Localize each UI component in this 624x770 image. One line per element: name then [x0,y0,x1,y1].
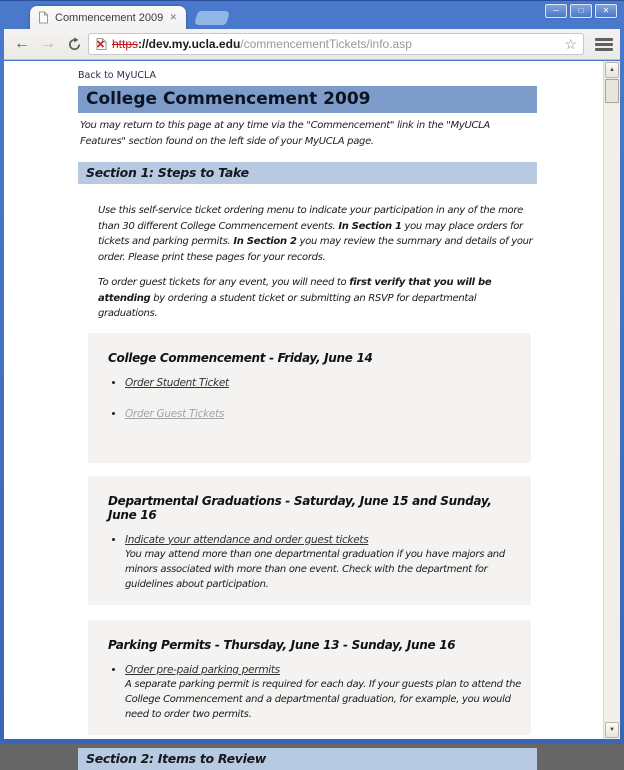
list-item [125,408,515,420]
insecure-page-icon[interactable] [95,37,108,51]
order-student-ticket-link[interactable]: Order Student Ticket [125,376,229,389]
paragraph-bold-text: In Section 2 [233,236,297,247]
event-note: A separate parking permit is required for each day. If your guests plan to attend the College Commencement and a departmental graduation, for example, you would need to order two permits. [125,678,522,720]
bookmark-star-icon[interactable]: ☆ [564,36,577,52]
list-item [125,377,515,389]
scroll-up-button[interactable]: ▲ [605,62,619,78]
window-titlebar [0,1,624,29]
event-heading: Departmental Graduations - Saturday, June 15 and Sunday, June 16 [108,493,492,522]
event-box-departmental-graduations [88,476,531,605]
paragraph-text: you may review the summary and details of your order. Please print these pages for your records. [98,236,533,263]
paragraph-text: Use this self-service ticket ordering menu to indicate your participation in any of the more than 30 different College Commencement events. [98,205,524,232]
window-controls [545,4,617,18]
back-to-myucla-link[interactable]: Back to MyUCLA [78,70,157,81]
page-title: College Commencement 2009 [78,86,537,113]
url-path: /commencementTickets/info.asp [240,37,412,51]
event-link-list [108,663,522,722]
order-parking-permits-link[interactable]: Order pre-paid parking permits [125,663,280,676]
list-item [125,663,522,722]
url-scheme: https [112,37,139,51]
paragraph-bold-text: In Section 1 [338,220,402,232]
paragraph-text: To order guest tickets for any event, you will need to [98,277,350,288]
menu-icon-bar [595,43,613,46]
page-content [4,61,603,766]
address-bar[interactable] [88,33,584,55]
browser-tab[interactable] [30,6,186,29]
event-heading: College Commencement - Friday, June 14 [108,350,373,365]
new-tab-button[interactable] [194,11,231,25]
list-item [125,534,515,592]
guest-tickets-paragraph [98,275,536,322]
reload-button[interactable] [62,32,86,56]
back-button[interactable]: ← [14,35,30,52]
order-guest-tickets-link[interactable]: Order Guest Tickets [125,407,225,420]
scroll-down-button[interactable]: ▼ [605,722,619,738]
event-box-college-commencement [88,333,531,463]
menu-icon[interactable] [595,37,613,52]
minimize-button[interactable]: ─ [545,4,567,18]
tab-title: Commencement 2009 [55,11,164,24]
menu-icon-bar [595,38,613,41]
paragraph-text: by ordering a student ticket or submitting an RSVP for departmental graduations. [98,292,477,319]
page-favicon-icon [38,11,49,24]
page-viewport [4,61,620,766]
page-scrollbar[interactable] [603,61,620,739]
maximize-button[interactable]: □ [570,4,592,18]
paragraph-bold-text: first verify that you will be attending [98,277,492,304]
section1-heading: Section 1: Steps to Take [78,162,537,184]
browser-toolbar [4,29,620,60]
event-link-list [108,534,515,592]
event-note: You may attend more than one departmental graduation if you have majors and minors associated with more than one event. Check with the department for guidelines about participation. [125,548,505,590]
event-box-parking-permits [88,620,531,735]
close-button[interactable]: ✕ [595,4,617,18]
paragraph-text: you may place orders for tickets and parking permits. [98,220,523,247]
section2-heading: Section 2: Items to Review [78,748,537,770]
intro-text: You may return to this page at any time via the "Commencement" link in the "MyUCLA Features" section found on the left side of your MyUCLA page. [80,120,490,147]
forward-button[interactable]: → [40,35,56,52]
instructions-paragraph [98,203,536,265]
event-heading: Parking Permits - Thursday, June 13 - Sunday, June 16 [108,637,456,652]
event-link-list [108,377,515,420]
reload-icon [67,37,82,52]
url-host: ://dev.my.ucla.edu [138,37,241,51]
scrollbar-thumb[interactable] [605,79,619,103]
tab-close-icon[interactable]: ✕ [169,12,177,22]
indicate-attendance-link[interactable]: Indicate your attendance and order guest tickets [125,533,369,546]
menu-icon-bar [595,48,613,51]
